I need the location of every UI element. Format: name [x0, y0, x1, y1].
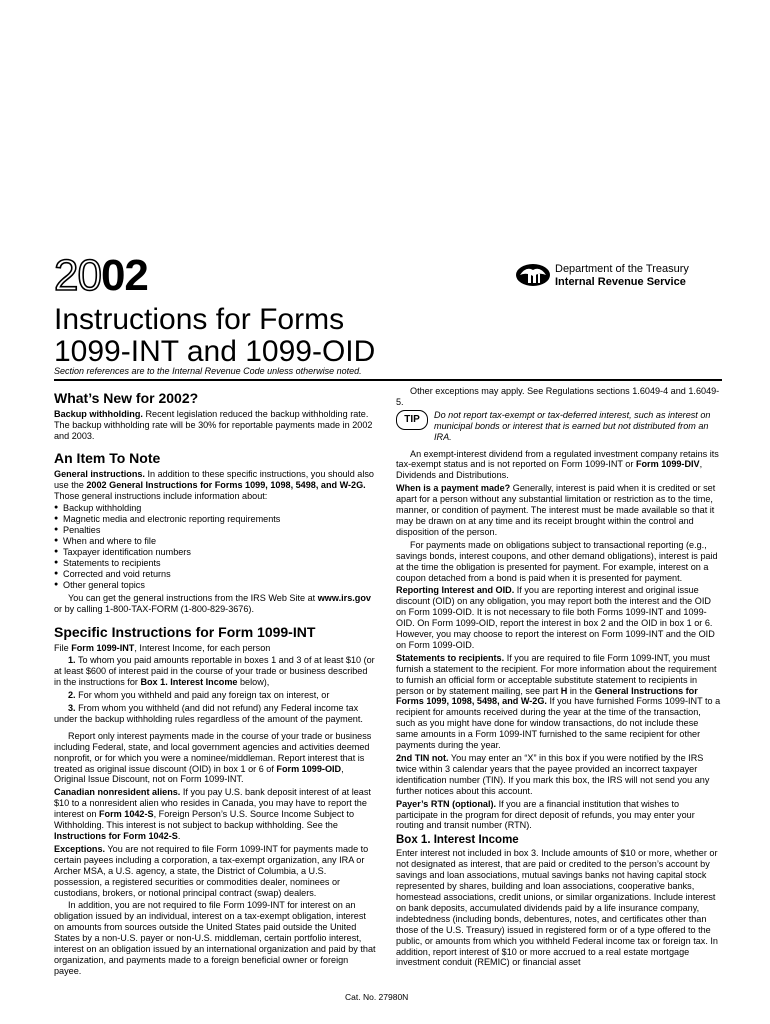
item-3: 3. From whom you withheld (and did not refund) any Federal income tax under the backup withholding rules regardless of the amount of the payment. — [54, 703, 363, 724]
item-1: 1. To whom you paid amounts reportable in boxes 1 and 3 of at least $10 (or at least $600 of interest paid in the course of your trade or business described in the instructions for Box 1. Interest Income below), — [54, 655, 375, 688]
tip-text: Do not report tax-exempt or tax-deferred interest, such as interest on municipal bonds or interest that is earned but not distributed from an IRA. — [434, 409, 711, 442]
service-name: Internal Revenue Service — [555, 276, 686, 288]
exceptions-paragraph: Exceptions. You are not required to file Form 1099-INT for payments made to certain payees including a corporation, a tax-exempt organization, any IRA or Archer MSA, a U.S. agency, a state, the District of Columbia, a U.S. possession, a registered securities or commodities dealer, nominees or custodians, brokers, or notional principal contract (swap) dealers. — [54, 843, 369, 898]
tip-icon: TIP — [396, 410, 428, 430]
addition-paragraph: In addition, you are not required to file Form 1099-INT for interest on an obligation issued by an individual, interest on a tax-exempt obligation, interest on amounts from sources outside the United States paid outside the United States by a non-U.S. payer or non-U.S. middleman, certain portfolio interest, interest on an obligation issued by an international organization and paid by that organization, and payments made to a foreign beneficial owner or foreign payee. — [54, 900, 376, 976]
report-paragraph: Report only interest payments made in the course of your trade or business including Federal, state, and local government agencies and activities deemed nonprofit, or for which you were a nominee/middleman. Report interest that is treated as original issue discount (OID) in box 1 or 6 of Form 1099-OID, Original Issue Discount, not on Form 1099-INT. — [54, 730, 372, 785]
irs-eagle-logo-icon — [514, 262, 552, 288]
box1-heading: Box 1. Interest Income — [396, 834, 519, 847]
exempt-paragraph: An exempt-interest dividend from a regulated investment company retains its tax-exempt status and is not reported on Form 1099-INT or Form 1099-DIV, Dividends and Distributions. — [396, 448, 719, 481]
header-divider — [54, 379, 722, 381]
item-to-note-heading: An Item To Note — [54, 449, 161, 466]
statements-paragraph: Statements to recipients. If you are required to file Form 1099-INT, you must furnish a statement to the recipient. For more information about the requirement to furnish an official form or acceptable substitute statement to recipients in person or by statement mailing, see part H in the General Instructions for Forms 1099, 1098, 5498, and W-2G. If you have furnished Forms 1099-INT to a recipient for amounts received during the year at the time of the transaction, such as you might have done for window transactions, do not include these same amounts in a Form 1099-INT furnished to the same recipient for other payments during the year. — [396, 652, 721, 751]
list-item: ● When and where to file — [54, 536, 376, 547]
item-2: 2. For whom you withheld and paid any foreign tax on interest, or — [68, 690, 330, 701]
left-column — [54, 386, 376, 979]
general-paragraph: General instructions. In addition to these specific instructions, you should also use the 2002 General Instructions for Forms 1099, 1098, 5498, and W-2G. Those general instructions include information about: — [54, 468, 374, 501]
canadian-paragraph: Canadian nonresident aliens. If you pay U.S. bank deposit interest of at least $10 to a nonresident alien who resides in Canada, you may have to report the interest on Form 1042-S, Foreign Person’s U.S. Source Income Subject to Withholding. This interest is not subject to backup withholding. See the Instructions for Form 1042-S. — [54, 787, 371, 841]
list-item: ● Penalties — [54, 525, 376, 536]
list-item: ● Corrected and void returns — [54, 569, 376, 580]
whats-new-heading: What’s New for 2002? — [54, 390, 199, 406]
specific-instructions-heading: Specific Instructions for Form 1099-INT — [54, 623, 316, 640]
form-year — [54, 252, 148, 300]
right-column — [396, 386, 722, 970]
list-item: ● Statements to recipients — [54, 558, 376, 569]
agency-block — [555, 263, 689, 289]
list-item: ● Magnetic media and electronic reporting requirements — [54, 514, 376, 525]
list-item: ● Taxpayer identification numbers — [54, 547, 376, 558]
list-item: ● Other general topics — [54, 580, 376, 591]
year-solid: 02 — [100, 251, 148, 300]
tin-paragraph: 2nd TIN not. You may enter an “X” in this box if you were notified by the IRS twice within 3 calendar years that the payee provided an incorrect taxpayer identification number (TIN). If you mark this box, the IRS will not send you any further notices about this account. — [396, 753, 710, 796]
rtn-paragraph: Payer’s RTN (optional). If you are a financial institution that wishes to participate in the program for direct deposit of refunds, you may enter your routing and transit number (RTN). — [396, 798, 695, 831]
page-subtitle: Section references are to the Internal Revenue Code unless otherwise noted. — [54, 366, 362, 376]
catalog-number: Cat. No. 27980N — [345, 992, 409, 1002]
payments-paragraph: For payments made on obligations subject to transactional reporting (e.g., savings bonds, interest coupons, and other demand obligations), interest is paid at the time the obligation is presented for payment. For example, interest on a coupon detached from a bond is paid when it is presented for payment. — [396, 539, 718, 583]
list-item: ● Backup withholding — [54, 503, 376, 514]
backup-paragraph: Backup withholding. Recent legislation reduced the backup withholding rate. The backup withholding rate will be 30% for reportable payments made in 2002 and 2003. — [54, 409, 373, 441]
page-title: Instructions for Forms 1099-INT and 1099-OID — [54, 303, 376, 368]
irs-website-link[interactable]: www.irs.gov — [317, 592, 371, 603]
file-paragraph: File Form 1099-INT, Interest Income, for each person — [54, 642, 271, 653]
other-exceptions-paragraph: Other exceptions may apply. See Regulations sections 1.6049-4 and 1.6049-5. — [396, 386, 720, 407]
department-name: Department of the Treasury — [555, 263, 689, 275]
year-outline: 20 — [54, 251, 101, 300]
reporting-paragraph: Reporting Interest and OID. If you are reporting interest and original issue discount (OID) on any obligation, you may report both the interest and the OID on Form 1099-OID. It is not necessary to file both Forms 1099-INT and 1099-OID. On Form 1099-OID, report the interest in box 2 and the OID in box 1 or 6. However, you may choose to report the interest on Form 1099-INT and the OID on Form 1099-OID. — [396, 585, 715, 650]
general-topics-list — [54, 503, 376, 590]
when-paragraph: When is a payment made? Generally, interest is paid when it is credited or set apart for a person without any substantial limitation or restriction as to the time, manner, or condition of payment. The interest must be made available so that it may be drawn on at any time and its receipt brought within the control and disposition of the person. — [396, 483, 716, 537]
general-more-paragraph: You can get the general instructions from the IRS Web Site at www.irs.gov or by calling 1-800-TAX-FORM (1-800-829-3676). — [54, 592, 371, 614]
box1-paragraph: Enter interest not included in box 3. Include amounts of $10 or more, whether or not designated as interest, that are paid or credited to the person’s account by savings and loan associations, mutual savings banks not having capital stock represented by shares, building and loan associations, cooperative banks, homestead associations, credit unions, or similar organizations. Include interest on bank deposits, accumulated dividends paid by a life insurance company, indebtedness (including bonds, debentures, notes, and certificates other than those of the U.S. Treasury) issued in registered form or of a type offered to the public, or amounts from which you withheld Federal income tax or foreign tax. In addition, report interest of $10 or more accrued to a real estate mortgage investment conduit (REMIC) or financial asset — [396, 848, 718, 968]
tip-box — [396, 410, 722, 443]
